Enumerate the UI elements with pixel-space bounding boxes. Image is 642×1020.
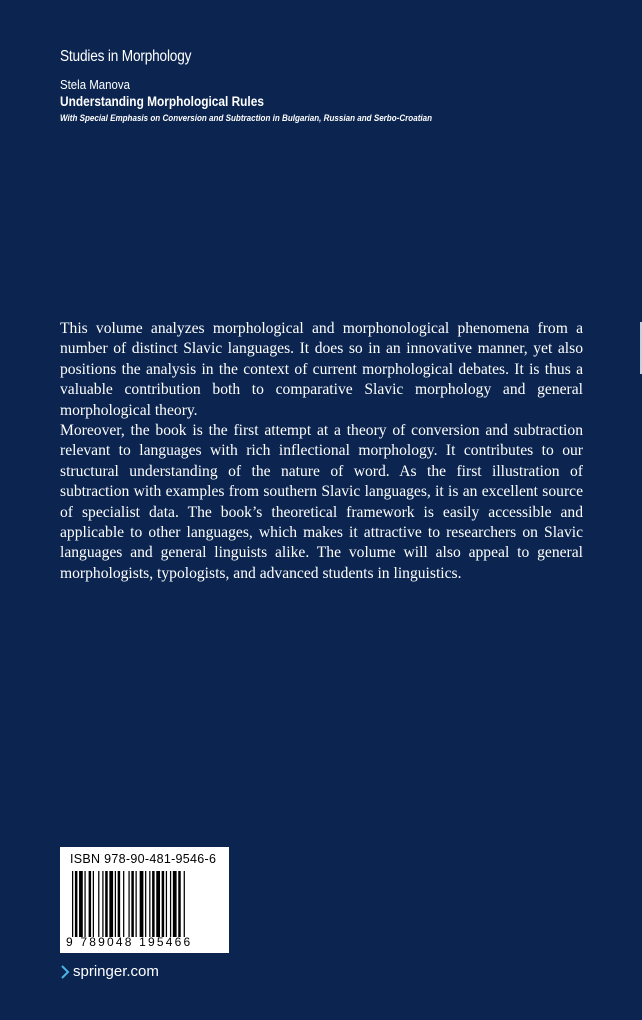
- barcode-bar: [149, 871, 150, 937]
- barcode-bar: [131, 871, 134, 937]
- publisher-link[interactable]: [60, 963, 159, 980]
- isbn-label: ISBN 978-90-481-9546-6: [70, 852, 217, 866]
- barcode-bar: [145, 871, 146, 937]
- back-cover-blurb: [60, 319, 583, 584]
- barcode-bar: [156, 871, 160, 937]
- barcode-bar: [128, 871, 129, 937]
- barcode-bar: [140, 871, 144, 937]
- barcode: [72, 871, 222, 937]
- barcode-bar: [75, 871, 78, 937]
- barcode-bar: [136, 871, 137, 937]
- barcode-bar: [79, 871, 83, 937]
- barcode-bar: [170, 871, 171, 937]
- series-title: Studies in Morphology: [60, 48, 192, 65]
- barcode-bar: [173, 871, 177, 937]
- book-title: Understanding Morphological Rules: [60, 94, 264, 109]
- barcode-bar: [118, 871, 121, 937]
- barcode-bar: [109, 871, 113, 937]
- barcode-bar: [123, 871, 124, 937]
- barcode-bar: [166, 871, 167, 937]
- isbn-barcode-box: [60, 847, 229, 953]
- barcode-bar: [178, 871, 181, 937]
- author-name: Stela Manova: [60, 77, 130, 92]
- barcode-digits: 9 789048 195466: [66, 935, 193, 949]
- barcode-bar: [152, 871, 155, 937]
- barcode-bar: [98, 871, 99, 937]
- blurb-paragraph-1: This volume analyzes morphological and morphonological phenomena from a number of distinct Slavic languages. It does so in an innovative manner, yet also positions the analysis in the context of current morphological debates. It is thus a valuable contribution both to comparative Slavic morphology and general morphological theory.: [60, 320, 583, 419]
- barcode-bar: [115, 871, 116, 937]
- barcode-bar: [105, 871, 108, 937]
- blurb-paragraph-2: Moreover, the book is the first attempt at a theory of conversion and subtraction relevant to languages with rich inflectional morphology. It contributes to our structural understanding of the nature of word. As the first illustration of subtraction with examples from southern Slavic languages, it is an excellent source of specialist data. The book’s theoretical framework is easily accessible and applicable to other languages, which makes it attractive to researchers on Slavic languages and general linguists alike. The volume will also appeal to general morphologists, typologists, and advanced students in linguistics.: [60, 422, 583, 582]
- barcode-bar: [84, 871, 85, 937]
- chevron-right-icon: [60, 965, 70, 979]
- barcode-bar: [162, 871, 165, 937]
- barcode-bar: [89, 871, 92, 937]
- barcode-bar: [93, 871, 94, 937]
- publisher-url[interactable]: springer.com: [73, 963, 159, 980]
- barcode-bar: [102, 871, 103, 937]
- barcode-bar: [184, 871, 185, 937]
- book-subtitle: With Special Emphasis on Conversion and Subtraction in Bulgarian, Russian and Serbo-Croatian: [60, 113, 433, 124]
- barcode-bar: [72, 871, 73, 937]
